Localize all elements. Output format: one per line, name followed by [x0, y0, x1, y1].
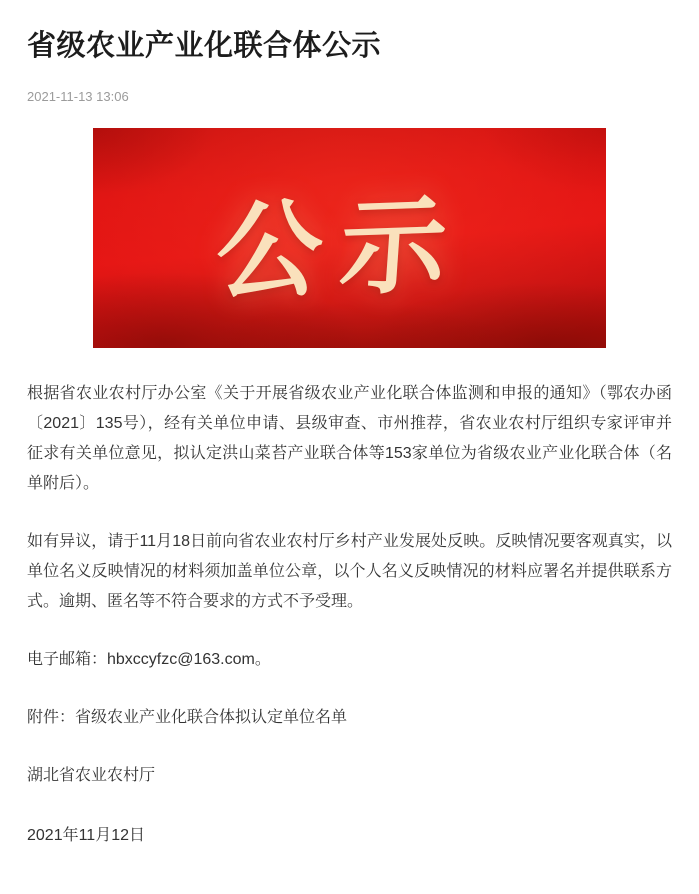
banner-gongshi-text: 公示 [211, 185, 468, 313]
body-paragraph-basis: 根据省农业农村厅办公室《关于开展省级农业产业化联合体监测和申报的通知》（鄂农办函〔2021〕135号），经有关单位申请、县级审查、市州推荐，省农业农村厅组织专家评审并征求有关单位意见，拟认定洪山菜苔产业联合体等153家单位为省级农业产业化联合体（名单附后）。 [27, 385, 672, 492]
body-paragraph-objection: 如有异议，请于11月18日前向省农业农村厅乡村产业发展处反映。反映情况要客观真实，以单位名义反映情况的材料须加盖单位公章，以个人名义反映情况的材料应署名并提供联系方式。逾期、匿名等不符合要求的方式不予受理。 [27, 533, 672, 610]
publish-timestamp: 2021-11-13 13:06 [27, 89, 129, 104]
issue-date-line: 2021年11月12日 [27, 827, 146, 844]
email-line: 电子邮箱：hbxccyfzc@163.com。 [27, 651, 271, 668]
issuer-line: 湖北省农业农村厅 [27, 767, 156, 784]
announcement-banner-image [93, 128, 606, 348]
article-body [27, 379, 672, 851]
article-container [0, 29, 699, 851]
page-title: 省级农业产业化联合体公示 [27, 30, 382, 62]
announcement-page [0, 29, 699, 894]
attachment-line: 附件：省级农业产业化联合体拟认定单位名单 [27, 709, 348, 726]
